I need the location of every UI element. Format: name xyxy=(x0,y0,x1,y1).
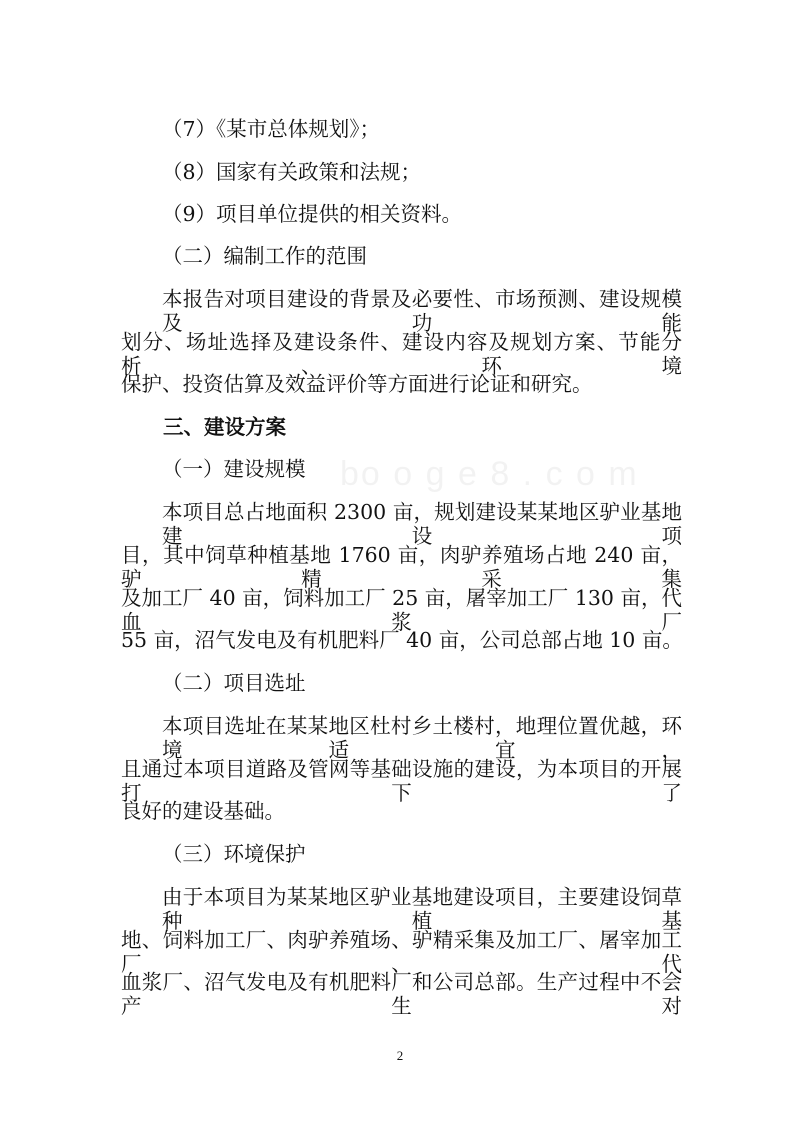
paragraph-line: 及加工厂 40 亩，饲料加工厂 25 亩，屠宰加工厂 130 亩，代血浆厂 xyxy=(121,586,682,634)
chapter-heading-construction-plan: 三、建设方案 xyxy=(163,415,286,439)
paragraph-line: 良好的建设基础。 xyxy=(121,799,285,823)
ref-item-9: （9）项目单位提供的相关资料。 xyxy=(162,202,463,226)
watermark: bo o g e 8 . c o m xyxy=(340,455,639,493)
paragraph-line: 地、饲料加工厂、肉驴养殖场、驴精采集及加工厂、屠宰加工厂、代 xyxy=(121,928,682,976)
ref-item-7: （7）《某市总体规划》； xyxy=(162,117,381,141)
paragraph-line: 55 亩，沼气发电及有机肥料厂 40 亩，公司总部占地 10 亩。 xyxy=(121,628,683,652)
paragraph-line: 目，其中饲草种植基地 1760 亩，肉驴养殖场占地 240 亩，驴精采集 xyxy=(121,543,682,591)
page-number: 2 xyxy=(396,1048,404,1063)
section-heading-site: （二）项目选址 xyxy=(162,671,306,695)
section-heading-scale: （一）建设规模 xyxy=(162,457,306,481)
paragraph-line: 血浆厂、沼气发电及有机肥料厂和公司总部。生产过程中不会产生对 xyxy=(121,970,682,1018)
paragraph-line: 本报告对项目建设的背景及必要性、市场预测、建设规模及功能 xyxy=(162,287,682,335)
paragraph-line: 本项目选址在某某地区杜村乡土楼村，地理位置优越，环境适宜， xyxy=(162,714,682,762)
ref-item-8: （8）国家有关政策和法规； xyxy=(162,160,422,184)
paragraph-line: 划分、场址选择及建设条件、建设内容及规划方案、节能分析、环境 xyxy=(121,330,682,378)
paragraph-line: 由于本项目为某某地区驴业基地建设项目，主要建设饲草种植基 xyxy=(162,885,682,933)
paragraph-line: 保护、投资估算及效益评价等方面进行论证和研究。 xyxy=(121,372,593,396)
paragraph-line: 本项目总占地面积 2300 亩，规划建设某某地区驴业基地建设项 xyxy=(162,500,682,548)
section-heading-scope: （二）编制工作的范围 xyxy=(162,244,367,268)
section-heading-environment: （三）环境保护 xyxy=(162,842,306,866)
paragraph-line: 且通过本项目道路及管网等基础设施的建设，为本项目的开展打下了 xyxy=(121,757,682,805)
